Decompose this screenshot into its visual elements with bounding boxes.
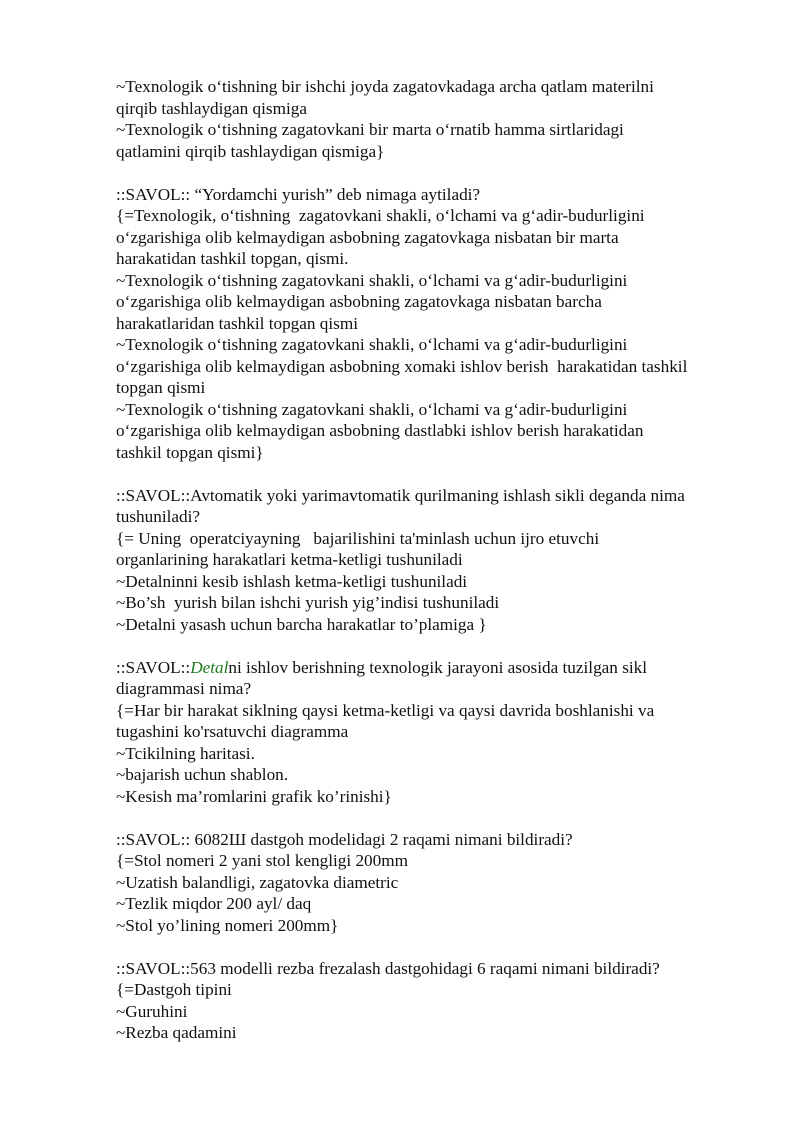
answer-option-cont: tashkil topgan qismi} bbox=[116, 442, 264, 462]
correct-answer: {=Stol nomeri 2 yani stol kengligi 200mm bbox=[116, 851, 408, 870]
question-text: ::SAVOL::563 modelli rezba frezalash dastgohidagi 6 raqami nimani bildiradi? bbox=[116, 958, 660, 978]
answer-option: ~Texnologik o‘tishning zagatovkani bir marta o‘rnatib hamma sirtlaridagi bbox=[116, 120, 624, 139]
answer-option-cont: o‘zgarishiga olib kelmaydigan asbobning xomaki ishlov berish harakatidan tashkil bbox=[116, 356, 688, 376]
correct-answer-cont: organlarining harakatlari ketma-ketligi tushuniladi bbox=[116, 550, 463, 569]
answer-option: ~Texnologik o‘tishning bir ishchi joyda zagatovkadaga archa qatlam materilni bbox=[116, 77, 654, 96]
spacer bbox=[116, 635, 756, 657]
question-block-5 bbox=[116, 958, 756, 1044]
spacer bbox=[116, 162, 756, 184]
question-prefix: ::SAVOL:: bbox=[116, 657, 191, 677]
answer-option-cont: o‘zgarishiga olib kelmaydigan asbobning dastlabki ishlov berish harakatidan bbox=[116, 421, 644, 440]
correct-answer-cont: o‘zgarishiga olib kelmaydigan asbobning zagatovkaga nisbatan bir marta bbox=[116, 227, 619, 247]
correct-answer: {= Uning operatciyayning bajarilishini ta'minlash uchun ijro etuvchi bbox=[116, 528, 600, 548]
answer-option: ~Detalni yasash uchun barcha harakatlar to’plamiga } bbox=[116, 614, 487, 634]
answer-option: ~Texnologik o‘tishning zagatovkani shakli, o‘lchami va g‘adir-budurligini bbox=[116, 399, 628, 419]
question-text: ::SAVOL:: 6082Ш dastgoh modelidagi 2 raqami nimani bildiradi? bbox=[116, 829, 573, 849]
question-block-1 bbox=[116, 184, 756, 464]
answer-option: ~Tcikilning haritasi. bbox=[116, 743, 255, 763]
answer-option-cont: o‘zgarishiga olib kelmaydigan asbobning zagatovkaga nisbatan barcha bbox=[116, 292, 602, 311]
answer-option: ~Uzatish balandligi, zagatovka diametric bbox=[116, 872, 399, 892]
answer-option: ~Stol yo’lining nomeri 200mm} bbox=[116, 915, 339, 935]
question-text bbox=[116, 657, 756, 679]
answer-option-cont: qirqib tashlaydigan qismiga bbox=[116, 98, 307, 118]
question-block-4 bbox=[116, 829, 756, 937]
answer-option: ~Detalninni kesib ishlash ketma-ketligi tushuniladi bbox=[116, 571, 468, 591]
answer-option: ~Tezlik miqdor 200 ayl/ daq bbox=[116, 894, 312, 913]
question-text-cont: tushuniladi? bbox=[116, 507, 201, 526]
spacer bbox=[116, 807, 756, 829]
correct-answer: {=Texnologik, o‘tishning zagatovkani shakli, o‘lchami va g‘adir-budurligini bbox=[116, 206, 645, 225]
question-block-3 bbox=[116, 657, 756, 808]
highlighted-word: Detal bbox=[190, 657, 229, 677]
answer-option: ~Bo’sh yurish bilan ishchi yurish yig’indisi tushuniladi bbox=[116, 593, 500, 612]
answer-option-cont: qatlamini qirqib tashlaydigan qismiga} bbox=[116, 141, 385, 161]
spacer bbox=[116, 936, 756, 958]
answer-option-cont: topgan qismi bbox=[116, 378, 206, 397]
correct-answer-cont: harakatidan tashkil topgan, qismi. bbox=[116, 249, 349, 268]
question-text-cont: diagrammasi nima? bbox=[116, 679, 252, 698]
document-body bbox=[116, 76, 756, 1044]
answer-option: ~Kesish ma’romlarini grafik ko’rinishi} bbox=[116, 786, 392, 806]
spacer bbox=[116, 463, 756, 485]
correct-answer: {=Dastgoh tipini bbox=[116, 980, 232, 999]
question-text: ::SAVOL::Avtomatik yoki yarimavtomatik qurilmaning ishlash sikli deganda nima bbox=[116, 485, 685, 505]
answer-option: ~Rezba qadamini bbox=[116, 1023, 237, 1042]
answer-option-cont: harakatlaridan tashkil topgan qismi bbox=[116, 313, 358, 333]
answer-option: ~Texnologik o‘tishning zagatovkani shakli, o‘lchami va g‘adir-budurligini bbox=[116, 335, 628, 354]
answer-option: ~Guruhini bbox=[116, 1001, 188, 1021]
question-block-0-tail bbox=[116, 76, 756, 162]
correct-answer: {=Har bir harakat siklning qaysi ketma-ketligi va qaysi davrida boshlanishi va bbox=[116, 700, 655, 720]
question-block-2 bbox=[116, 485, 756, 636]
answer-option: ~Texnologik o‘tishning zagatovkani shakli, o‘lchami va g‘adir-budurligini bbox=[116, 270, 628, 290]
question-rest: ni ishlov berishning texnologik jarayoni asosida tuzilgan sikl bbox=[228, 657, 648, 677]
correct-answer-cont: tugashini ko'rsatuvchi diagramma bbox=[116, 722, 349, 741]
question-text: ::SAVOL:: “Yordamchi yurish” deb nimaga aytiladi? bbox=[116, 184, 481, 204]
answer-option: ~bajarish uchun shablon. bbox=[116, 765, 289, 784]
